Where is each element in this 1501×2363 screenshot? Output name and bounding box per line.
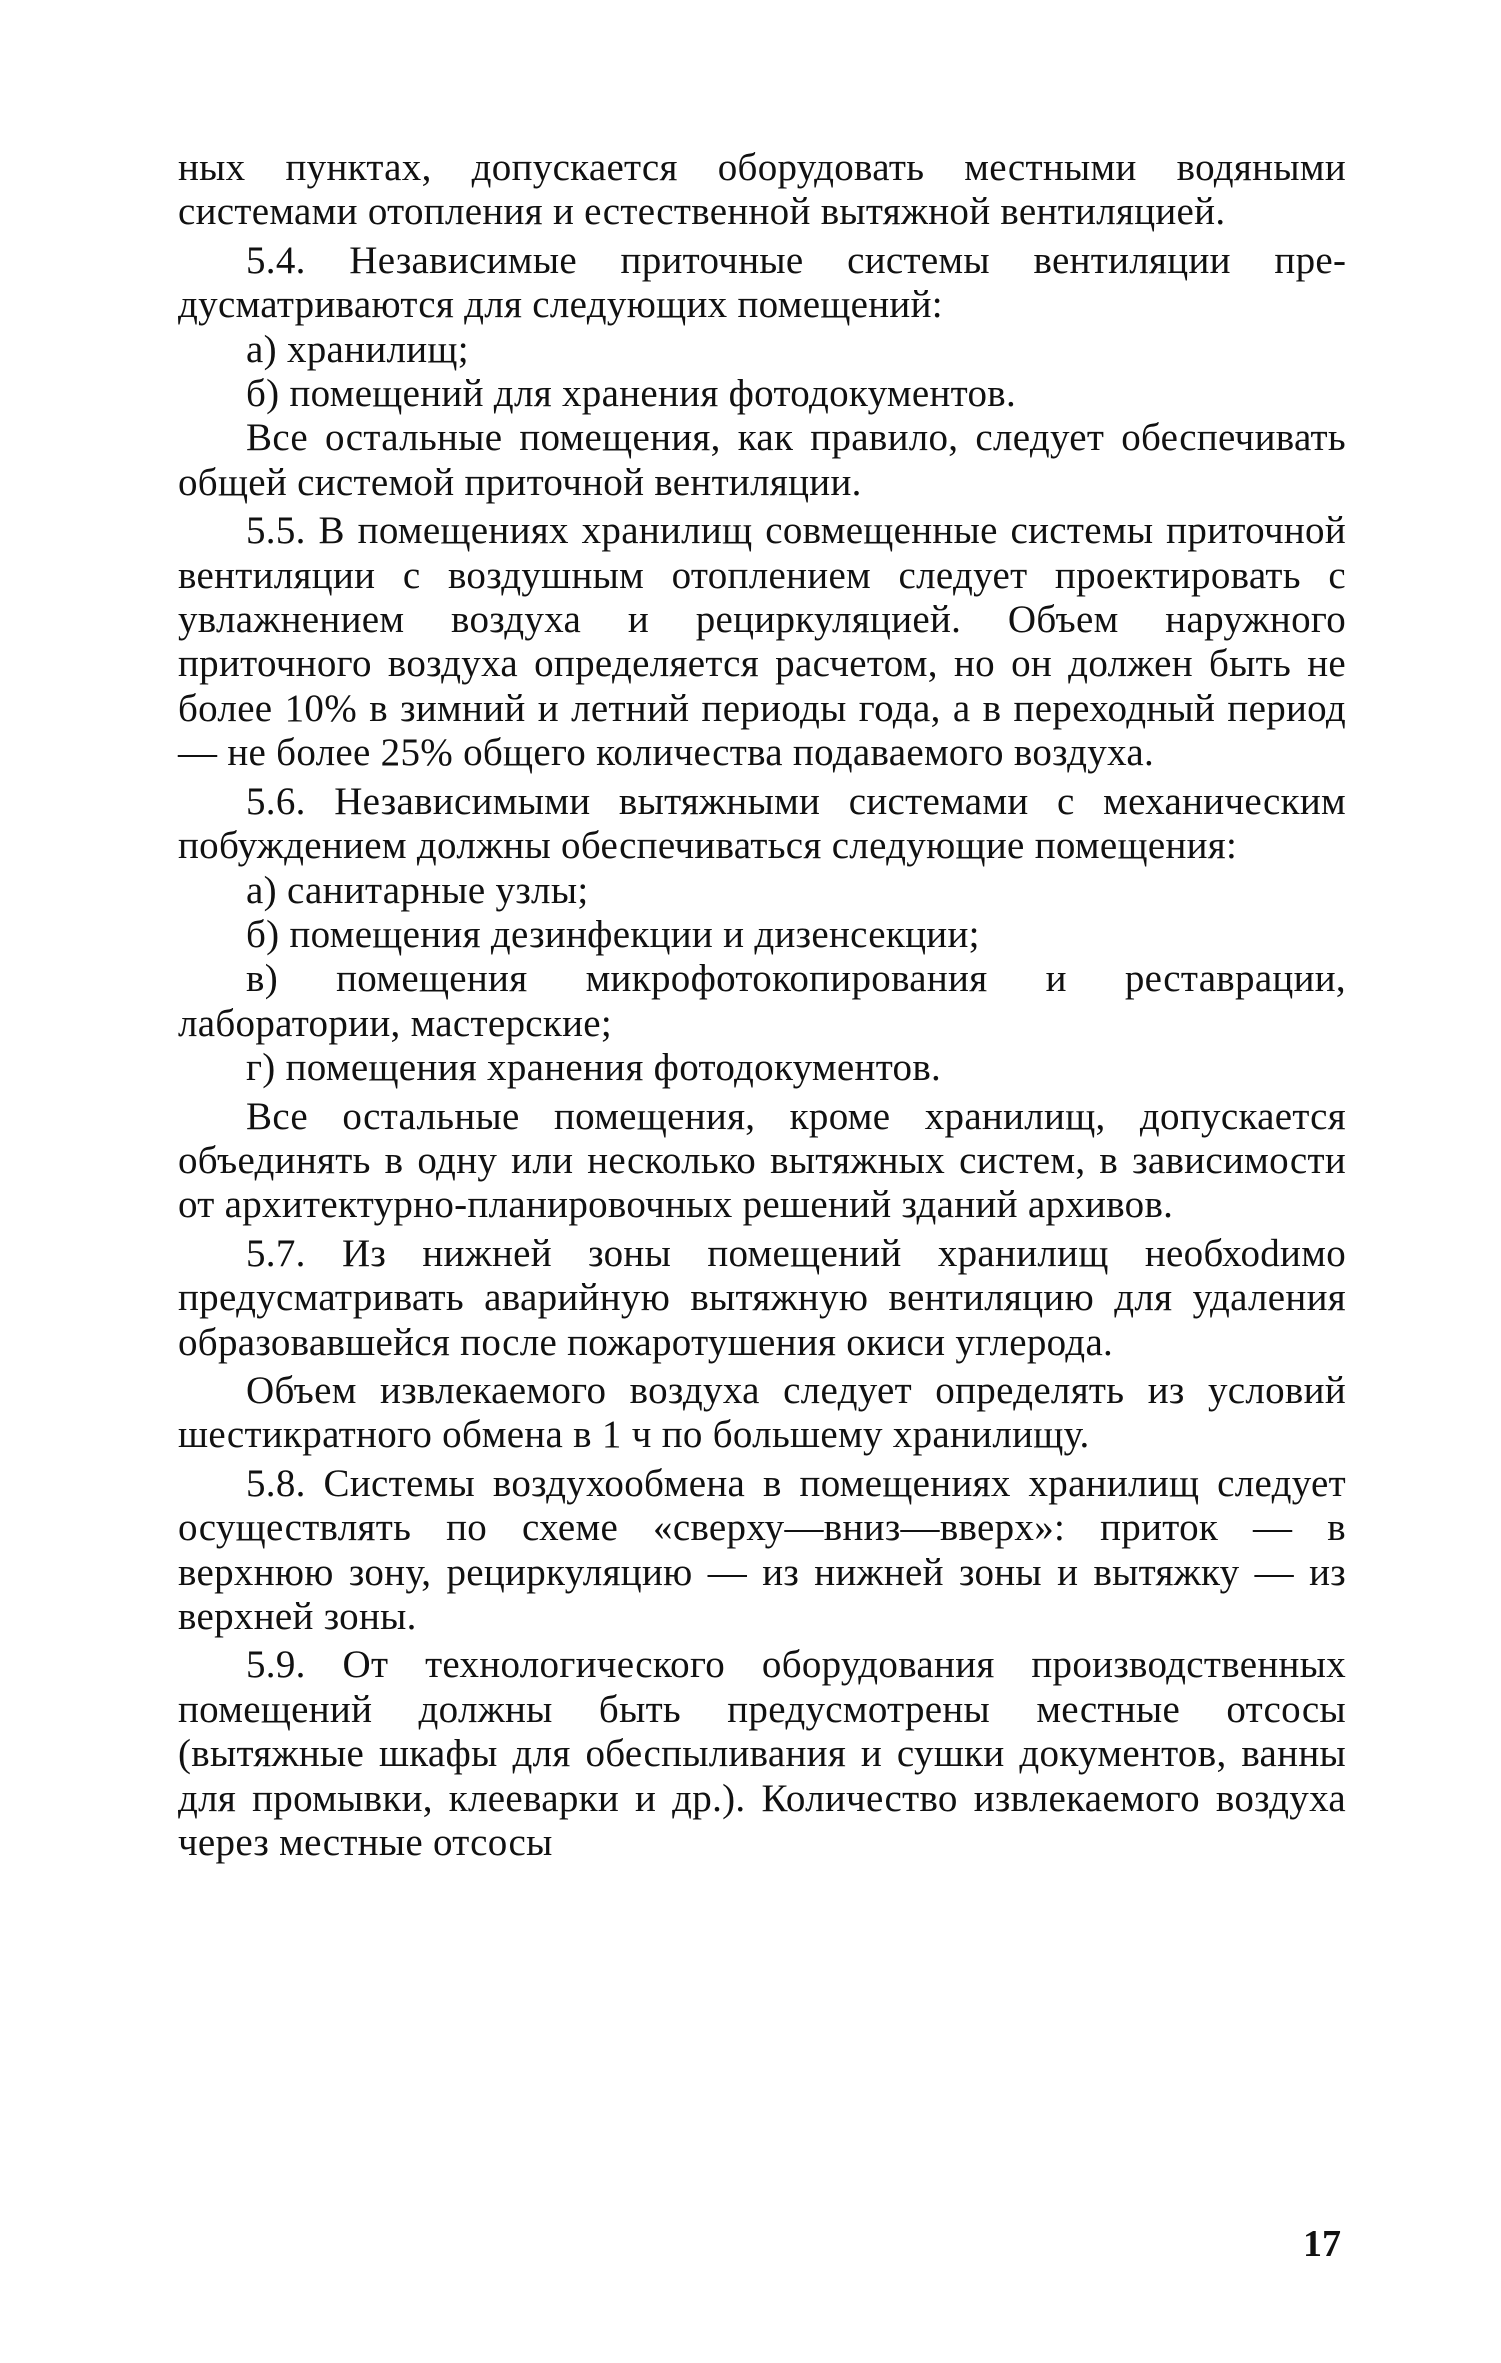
list-item-b: б) помещений для хранения фотодокументов. [246, 372, 1017, 416]
list-item-g: г) помещения хранения фотодокументов. [246, 1046, 942, 1090]
list-item-a: а) санитарные узлы; [246, 868, 589, 912]
paragraph-all-rooms-supply: Все остальные помещения, как правило, следует обеспечивать общей системой приточной вентиляции. [178, 416, 1346, 504]
paragraph-5-8: 5.8. Системы воздухообмена в помещениях хранилищ следует осуществлять по схеме «сверху—вниз—вверх»: приток — в верхнюю зону, рециркуляцию — из нижней зоны и вытяжку — из верхней зоны. [178, 1461, 1346, 1638]
paragraph-all-rooms-exhaust: Все остальные помещения, кроме хранилищ, допускается объединять в одну или несколько вытяжных систем, в зависимости от архитектурно-планировочных решений зданий архивов. [178, 1094, 1346, 1227]
body-text [178, 146, 1346, 1865]
list-item-b: б) помещения дезинфекции и дизенсекции; [246, 912, 980, 956]
paragraph-extracted-air-volume: Объем извлекаемого воздуха следует определять из условий шестикратного обмена в 1 ч по большему хранилищу. [178, 1368, 1346, 1457]
paragraph-5-6: 5.6. Независимыми вытяжными системами с механическим побуждением должны обеспечиваться следующие помещения: [178, 779, 1346, 868]
list-item-v: в) помещения микрофотокопирования и реставрации, лаборатории, мастерские; [178, 957, 1346, 1045]
paragraph-5-7: 5.7. Из нижней зоны помещений хранилищ необхоdимо предусматривать аварийную вытяжную вентиляцию для удаления образовавшейся после пожаротушения окиси углерода. [178, 1231, 1346, 1364]
list-item-a: а) хранилищ; [246, 327, 469, 371]
paragraph-continuation: ных пунктах, допускается оборудовать местными водяными системами отопления и естественной вытяжной вентиляцией. [178, 146, 1346, 234]
paragraph-5-4: 5.4. Независимые приточные системы вентиляции предусматриваются для следующих помещений: [178, 238, 1346, 327]
paragraph-5-9: 5.9. От технологического оборудования производственных помещений должны быть предусмотрены местные отсосы (вытяжные шкафы для обеспыливания и сушки документов, ванны для промывки, клееварки и др.). Количество извлекаемого воздуха через местные отсосы [178, 1643, 1346, 1865]
paragraph-5-5: 5.5. В помещениях хранилищ совмещенные системы приточной вентиляции с воздушным отоплением следует проектировать с увлажнением воздуха и рециркуляцией. Объем наружного приточного воздуха определяется расчетом, но он должен быть не более 10% в зимний и летний периоды года, а в переходный период — не более 25% общего количества подаваемого воздуха. [178, 509, 1346, 775]
page-number: 17 [1303, 2223, 1341, 2265]
